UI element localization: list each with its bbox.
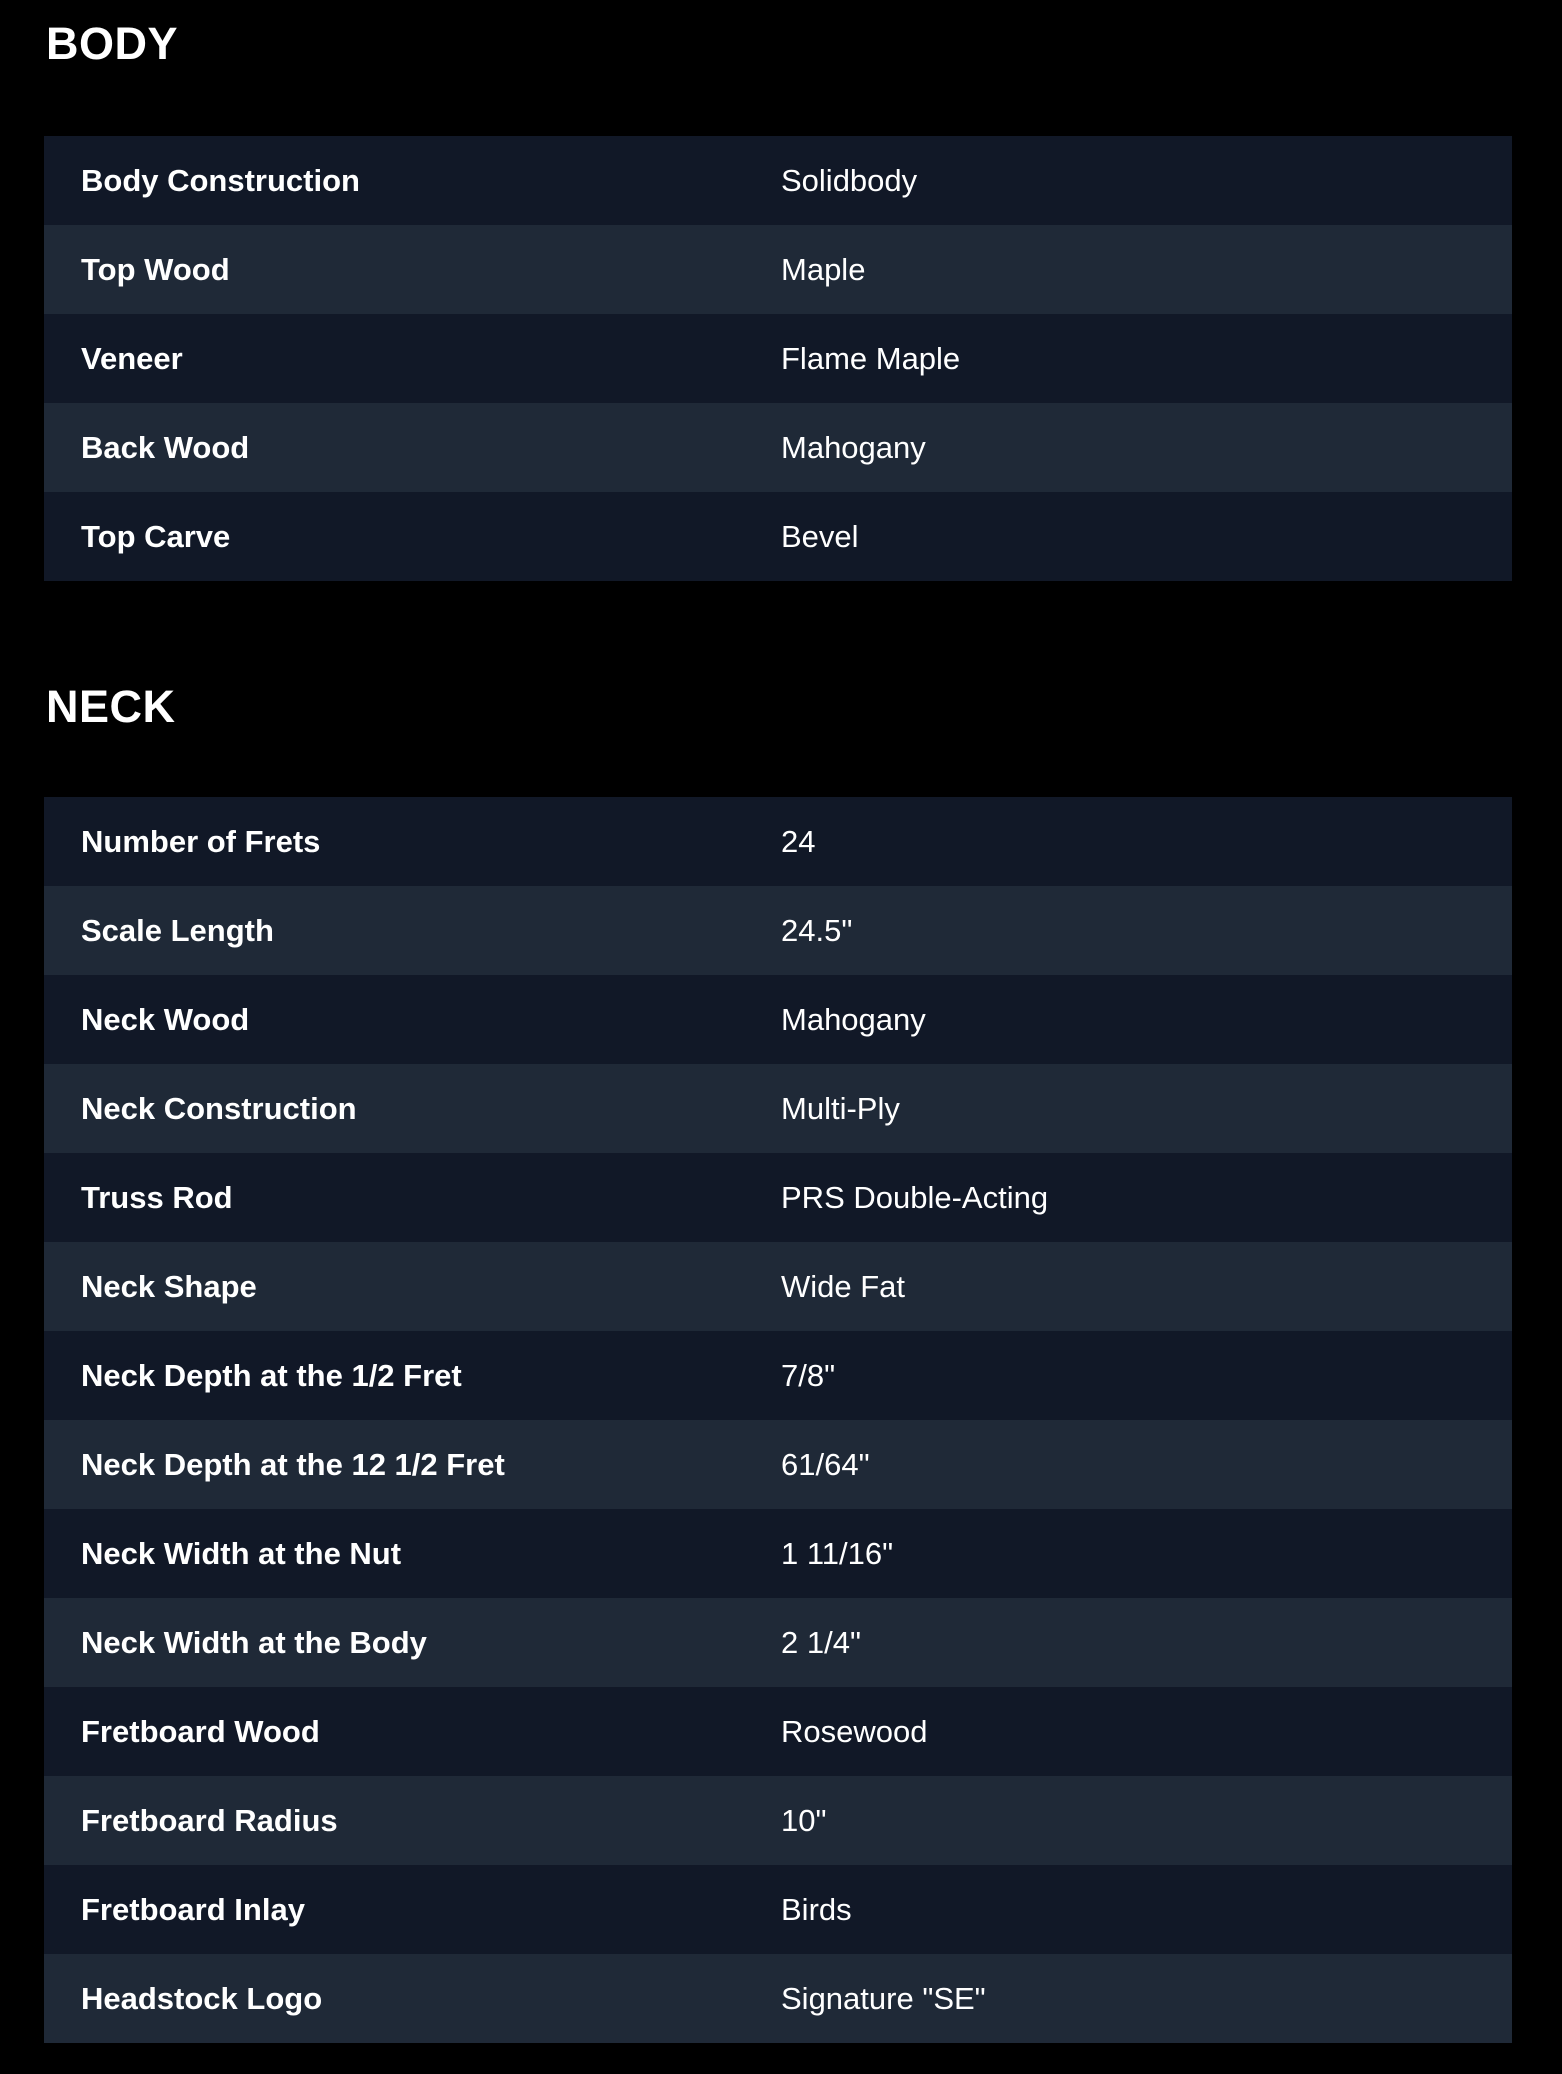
table-row: [44, 975, 1512, 1064]
spec-label: Scale Length: [81, 912, 274, 948]
spec-value: Birds: [781, 1891, 852, 1927]
table-row: [44, 1598, 1512, 1687]
body-spec-table: [44, 136, 1512, 581]
table-row: [44, 1776, 1512, 1865]
neck-spec-table: [44, 797, 1512, 2043]
spec-label: Neck Width at the Body: [81, 1624, 427, 1660]
spec-label: Body Construction: [81, 162, 360, 198]
spec-label: Number of Frets: [81, 823, 321, 859]
spec-label: Top Carve: [81, 518, 231, 554]
table-row: [44, 136, 1512, 225]
spec-value: PRS Double-Acting: [781, 1179, 1049, 1215]
spec-value: Flame Maple: [781, 340, 961, 376]
spec-value: 1 11/16": [781, 1535, 894, 1571]
spec-label: Neck Construction: [81, 1090, 357, 1126]
spec-value: Signature "SE": [781, 1980, 986, 2016]
spec-label: Neck Wood: [81, 1001, 250, 1037]
spec-value: 24.5": [781, 912, 853, 948]
spec-label: Neck Depth at the 1/2 Fret: [81, 1357, 462, 1393]
section-title-body: BODY: [46, 18, 179, 69]
table-row: [44, 225, 1512, 314]
spec-value: 7/8": [781, 1357, 836, 1393]
table-row: [44, 1242, 1512, 1331]
spec-label: Fretboard Radius: [81, 1802, 338, 1838]
table-row: [44, 1509, 1512, 1598]
table-row: [44, 797, 1512, 886]
spec-label: Top Wood: [81, 251, 230, 287]
spec-value: Mahogany: [781, 429, 926, 465]
table-row: [44, 1865, 1512, 1954]
spec-value: Multi-Ply: [781, 1090, 900, 1126]
spec-value: Maple: [781, 251, 866, 287]
spec-label: Fretboard Wood: [81, 1713, 320, 1749]
spec-label: Neck Width at the Nut: [81, 1535, 402, 1571]
spec-value: Solidbody: [781, 162, 918, 198]
table-row: [44, 314, 1512, 403]
spec-value: Bevel: [781, 518, 859, 554]
spec-value: Rosewood: [781, 1713, 928, 1749]
spec-label: Veneer: [81, 340, 183, 376]
spec-label: Fretboard Inlay: [81, 1891, 305, 1927]
spec-label: Truss Rod: [81, 1179, 233, 1215]
table-row: [44, 1153, 1512, 1242]
table-row: [44, 1331, 1512, 1420]
spec-value: 10": [781, 1802, 827, 1838]
section-title-neck: NECK: [46, 681, 176, 732]
table-row: [44, 886, 1512, 975]
spec-label: Neck Shape: [81, 1268, 257, 1304]
table-row: [44, 1954, 1512, 2043]
spec-value: Wide Fat: [781, 1268, 906, 1304]
spec-label: Back Wood: [81, 429, 250, 465]
spec-value: 24: [781, 823, 816, 859]
table-row: [44, 403, 1512, 492]
table-row: [44, 1420, 1512, 1509]
table-row: [44, 1064, 1512, 1153]
table-row: [44, 492, 1512, 581]
spec-value: 2 1/4": [781, 1624, 861, 1660]
spec-value: Mahogany: [781, 1001, 926, 1037]
spec-label: Headstock Logo: [81, 1980, 323, 2016]
spec-value: 61/64": [781, 1446, 870, 1482]
table-row: [44, 1687, 1512, 1776]
spec-label: Neck Depth at the 12 1/2 Fret: [81, 1446, 505, 1482]
